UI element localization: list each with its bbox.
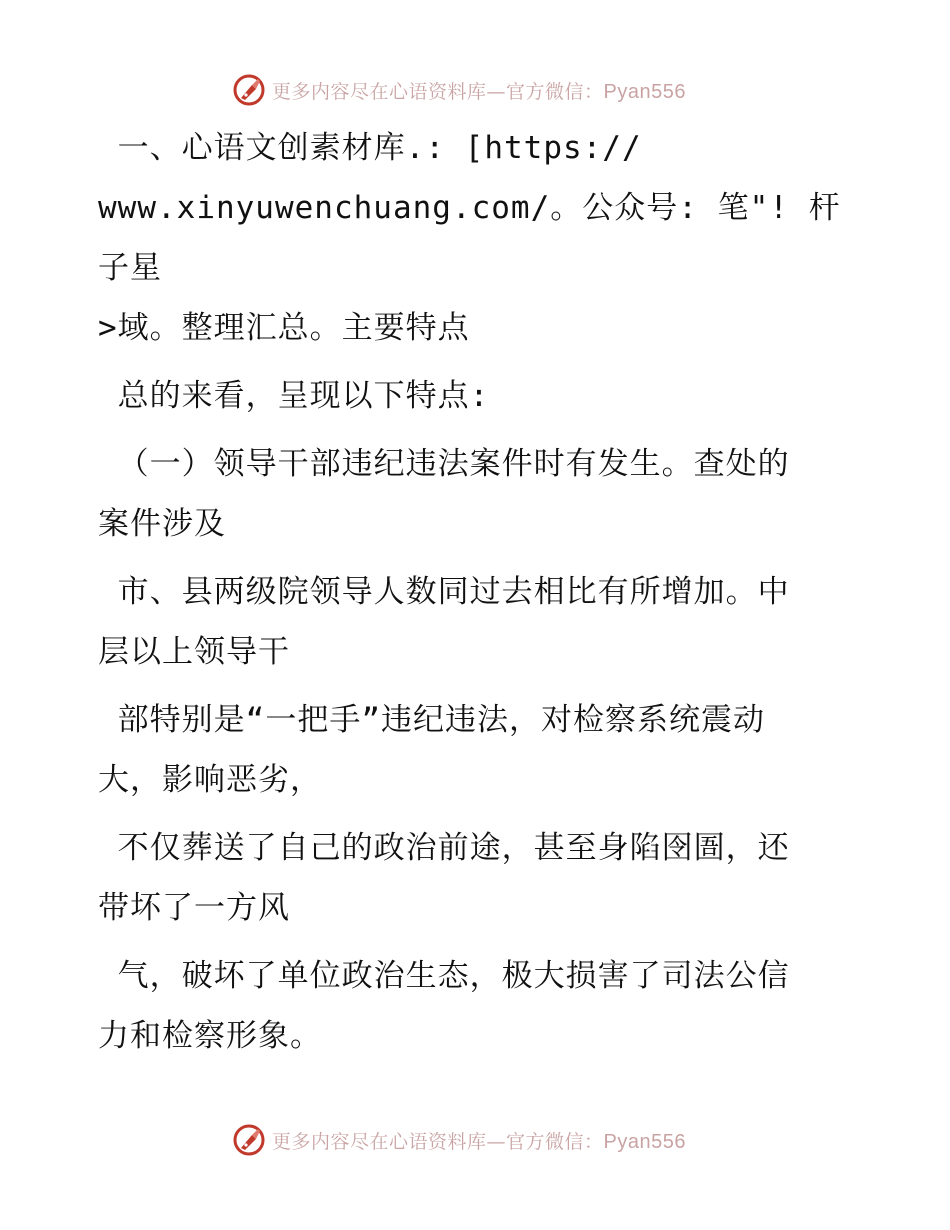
header-wechat-id: Pyan556 — [603, 80, 686, 103]
pen-nib-logo-icon — [232, 73, 266, 107]
footer-banner-text — [272, 1127, 686, 1154]
paragraph-3: （一）领导干部违纪违法案件时有发生。查处的 案件涉及 — [98, 446, 790, 542]
pen-nib-logo-icon — [232, 1123, 266, 1157]
document-body — [98, 118, 858, 1066]
header-banner-label: 更多内容尽在心语资料库—官方微信： — [272, 80, 604, 103]
paragraph-2: 总的来看，呈现以下特点: — [98, 378, 490, 414]
paragraph-6: 不仅葬送了自己的政治前途，甚至身陷囹圄，还 带坏了一方风 — [98, 830, 790, 926]
paragraph-7: 气，破坏了单位政治生态，极大损害了司法公信 力和检察形象。 — [98, 958, 790, 1054]
paragraph-4: 市、县两级院领导人数同过去相比有所增加。中 层以上领导干 — [98, 574, 790, 670]
footer-banner — [232, 1122, 686, 1158]
header-banner-text — [272, 77, 686, 104]
paragraph-5: 部特别是“一把手”违纪违法，对检察系统震动 大，影响恶劣， — [98, 702, 765, 798]
footer-wechat-id: Pyan556 — [603, 1130, 686, 1153]
footer-banner-label: 更多内容尽在心语资料库—官方微信： — [272, 1130, 604, 1153]
paragraph-1: 一、心语文创素材库.: [https:// www.xinyuwenchuang.com/。公众号: 笔"! 杆子星 >域。整理汇总。主要特点 — [98, 130, 841, 346]
header-banner — [232, 72, 686, 108]
